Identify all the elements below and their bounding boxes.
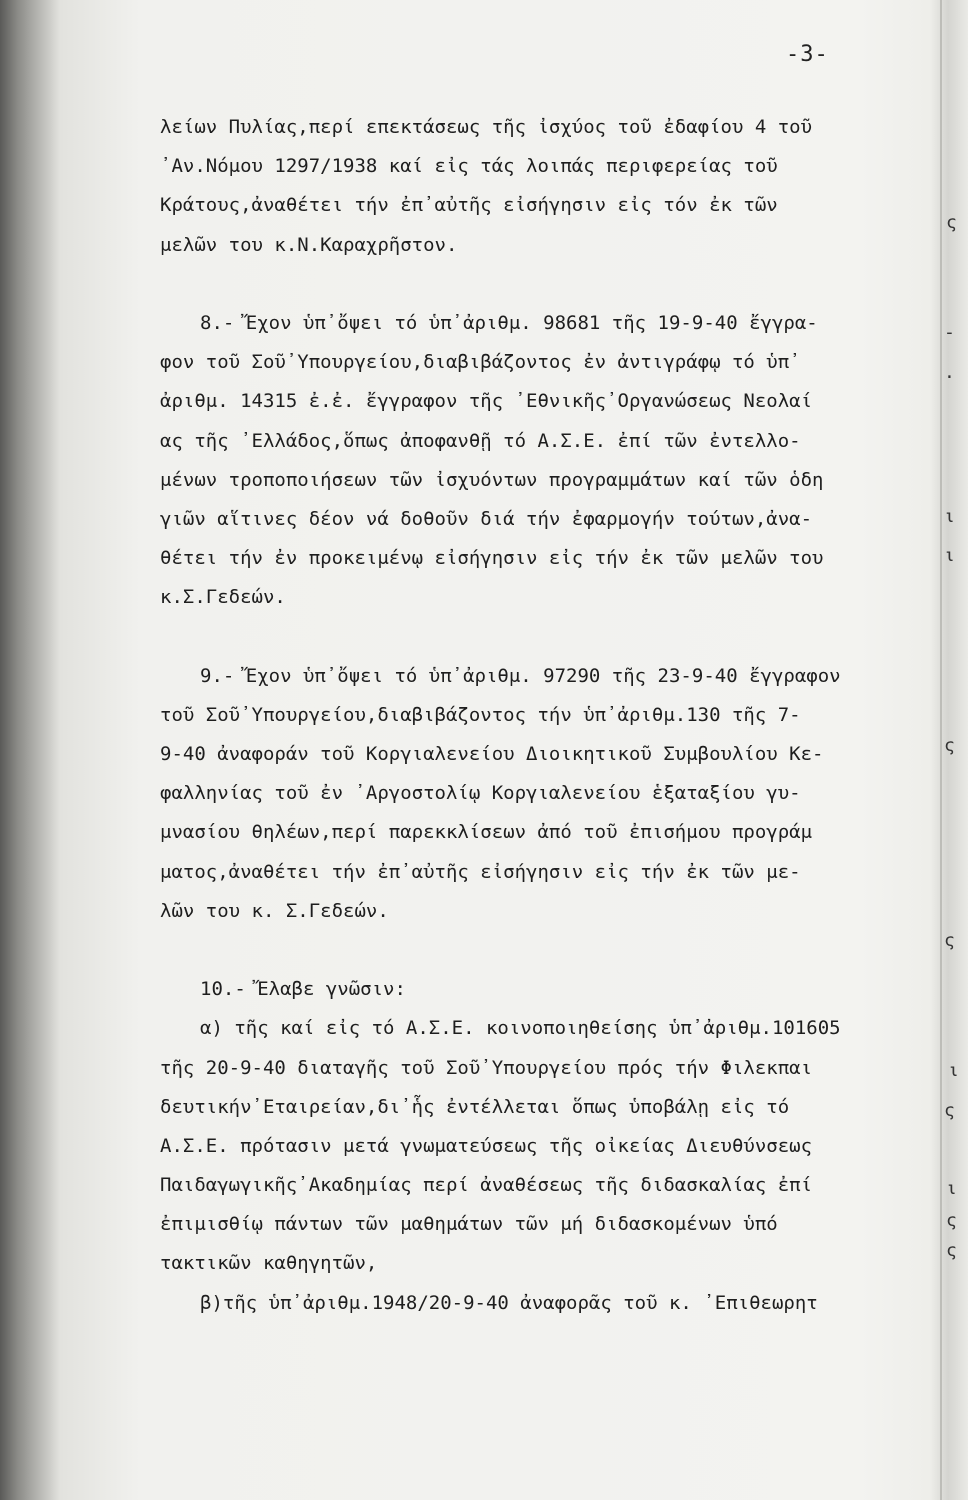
text-line: 9.- Ἔχον ὑπ᾽ὄψει τό ὑπ᾽ἀριθμ. 97290 τῆς 23-9-40 ἔγγραφον <box>200 664 841 687</box>
text-line: τῆς 20-9-40 διαταγῆς τοῦ Σοῦ᾽Υπουργείου πρός τήν Φιλεκπαι <box>160 1056 813 1079</box>
margin-fragment: ς <box>946 1210 957 1231</box>
text-line: φον τοῦ Σοῦ᾽Υπουργείου,διαβιβάζοντος ἐν ἀντιγράφῳ τό ὑπ᾽ <box>160 351 801 374</box>
text-line: τακτικῶν καθηγητῶν, <box>160 1252 378 1275</box>
margin-fragment: ι <box>944 545 955 566</box>
margin-fragment: ς <box>944 930 955 951</box>
right-margin-fragments <box>930 0 968 1500</box>
text-line: μένων τροποποιήσεων τῶν ἰσχυόντων προγραμμάτων καί τῶν ὁδη <box>160 468 824 491</box>
text-line: Α.Σ.Ε. πρότασιν μετά γνωματεύσεως τῆς οἰκείας Διευθύνσεως <box>160 1134 813 1157</box>
text-line: λείων Πυλίας,περί επεκτάσεως τῆς ἰσχύος τοῦ ἐδαφίου 4 τοῦ <box>160 116 813 138</box>
text-line: λῶν του κ. Σ.Γεδεών. <box>160 899 389 922</box>
margin-fragment: - <box>944 322 955 343</box>
text-line: γιῶν αἵτινες δέον νά δοθοῦν διά τήν ἐφαρμογήν τούτων,ἀνα- <box>160 507 813 530</box>
text-line: 9-40 ἀναφοράν τοῦ Κοργιαλενείου Διοικητικοῦ Συμβουλίου Κε- <box>160 743 824 765</box>
margin-fragment: ς <box>946 1240 957 1261</box>
text-line: β)τῆς ὑπ᾽ἀριθμ.1948/20-9-40 ἀναφορᾶς τοῦ κ. ᾽Επιθεωρητ <box>200 1291 818 1314</box>
text-line: ματος,ἀναθέτει τήν ἐπ᾽αὐτῆς εἰσήγησιν εἰς τήν ἐκ τῶν με- <box>160 860 801 883</box>
blank-line <box>160 265 930 304</box>
text-line: α) τῆς καί εἰς τό Α.Σ.Ε. κοινοποιηθείσης ὑπ᾽ἀριθμ.101605 <box>200 1017 841 1040</box>
text-line: μελῶν του κ.Ν.Καραχρῆστον. <box>160 233 458 256</box>
margin-fragment: ι <box>946 1178 957 1199</box>
text-line: 10.- Ἔλαβε γνῶσιν: <box>200 978 406 1001</box>
margin-fragment: ς <box>944 735 955 756</box>
margin-fragment: ι <box>948 1060 959 1081</box>
text-line: δευτικήν᾽Εταιρείαν,δι᾽ἧς ἐντέλλεται ὅπως ὑποβάλῃ εἰς τό <box>160 1095 790 1118</box>
blank-line <box>160 617 930 656</box>
text-line: ᾽Αν.Νόμου 1297/1938 καί εἰς τάς λοιπάς περιφερείας τοῦ <box>160 155 778 178</box>
text-line: Παιδαγωγικῆς᾽Ακαδημίας περί ἀναθέσεως τῆς διδασκαλίας ἐπί <box>160 1174 813 1197</box>
text-line: τοῦ Σοῦ᾽Υπουργείου,διαβιβάζοντος τήν ὑπ᾽ἀριθμ.130 τῆς 7- <box>160 703 801 726</box>
margin-fragment: . <box>944 362 955 383</box>
typewritten-body <box>160 108 930 1323</box>
text-line: κ.Σ.Γεδεών. <box>160 586 286 609</box>
text-line: θέτει τήν ἐν προκειμένῳ εἰσήγησιν εἰς τήν ἐκ τῶν μελῶν του <box>160 547 824 570</box>
page-number: -3- <box>786 42 829 67</box>
text-line: ἀριθμ. 14315 ἐ.ἐ. ἔγγραφον τῆς ᾽Εθνικῆς᾽Οργανώσεως Νεολαί <box>160 390 813 413</box>
margin-fragment: ς <box>946 212 957 233</box>
text-line: ας τῆς ᾽Ελλάδος,ὅπως ἀποφανθῇ τό Α.Σ.Ε. ἐπί τῶν ἐντελλο- <box>160 429 801 452</box>
margin-fragment: ς <box>944 1100 955 1121</box>
text-line: 8.- Ἔχον ὑπ᾽ὄψει τό ὑπ᾽ἀριθμ. 98681 τῆς 19-9-40 ἔγγρα- <box>200 311 818 334</box>
margin-fragment: ι <box>944 506 955 527</box>
blank-line <box>160 931 930 970</box>
text-line: φαλληνίας τοῦ ἐν ᾽Αργοστολίῳ Κοργιαλενείου ἑξαταξίου γυ- <box>160 782 801 805</box>
text-line: Κράτους,ἀναθέτει τήν ἐπ᾽αὐτῆς εἰσήγησιν εἰς τόν ἐκ τῶν <box>160 194 778 217</box>
text-line: ἐπιμισθίῳ πάντων τῶν μαθημάτων τῶν μή διδασκομένων ὑπό <box>160 1213 778 1236</box>
text-line: μνασίου θηλέων,περί παρεκκλίσεων ἀπό τοῦ ἐπισήμου προγράμ <box>160 821 813 844</box>
